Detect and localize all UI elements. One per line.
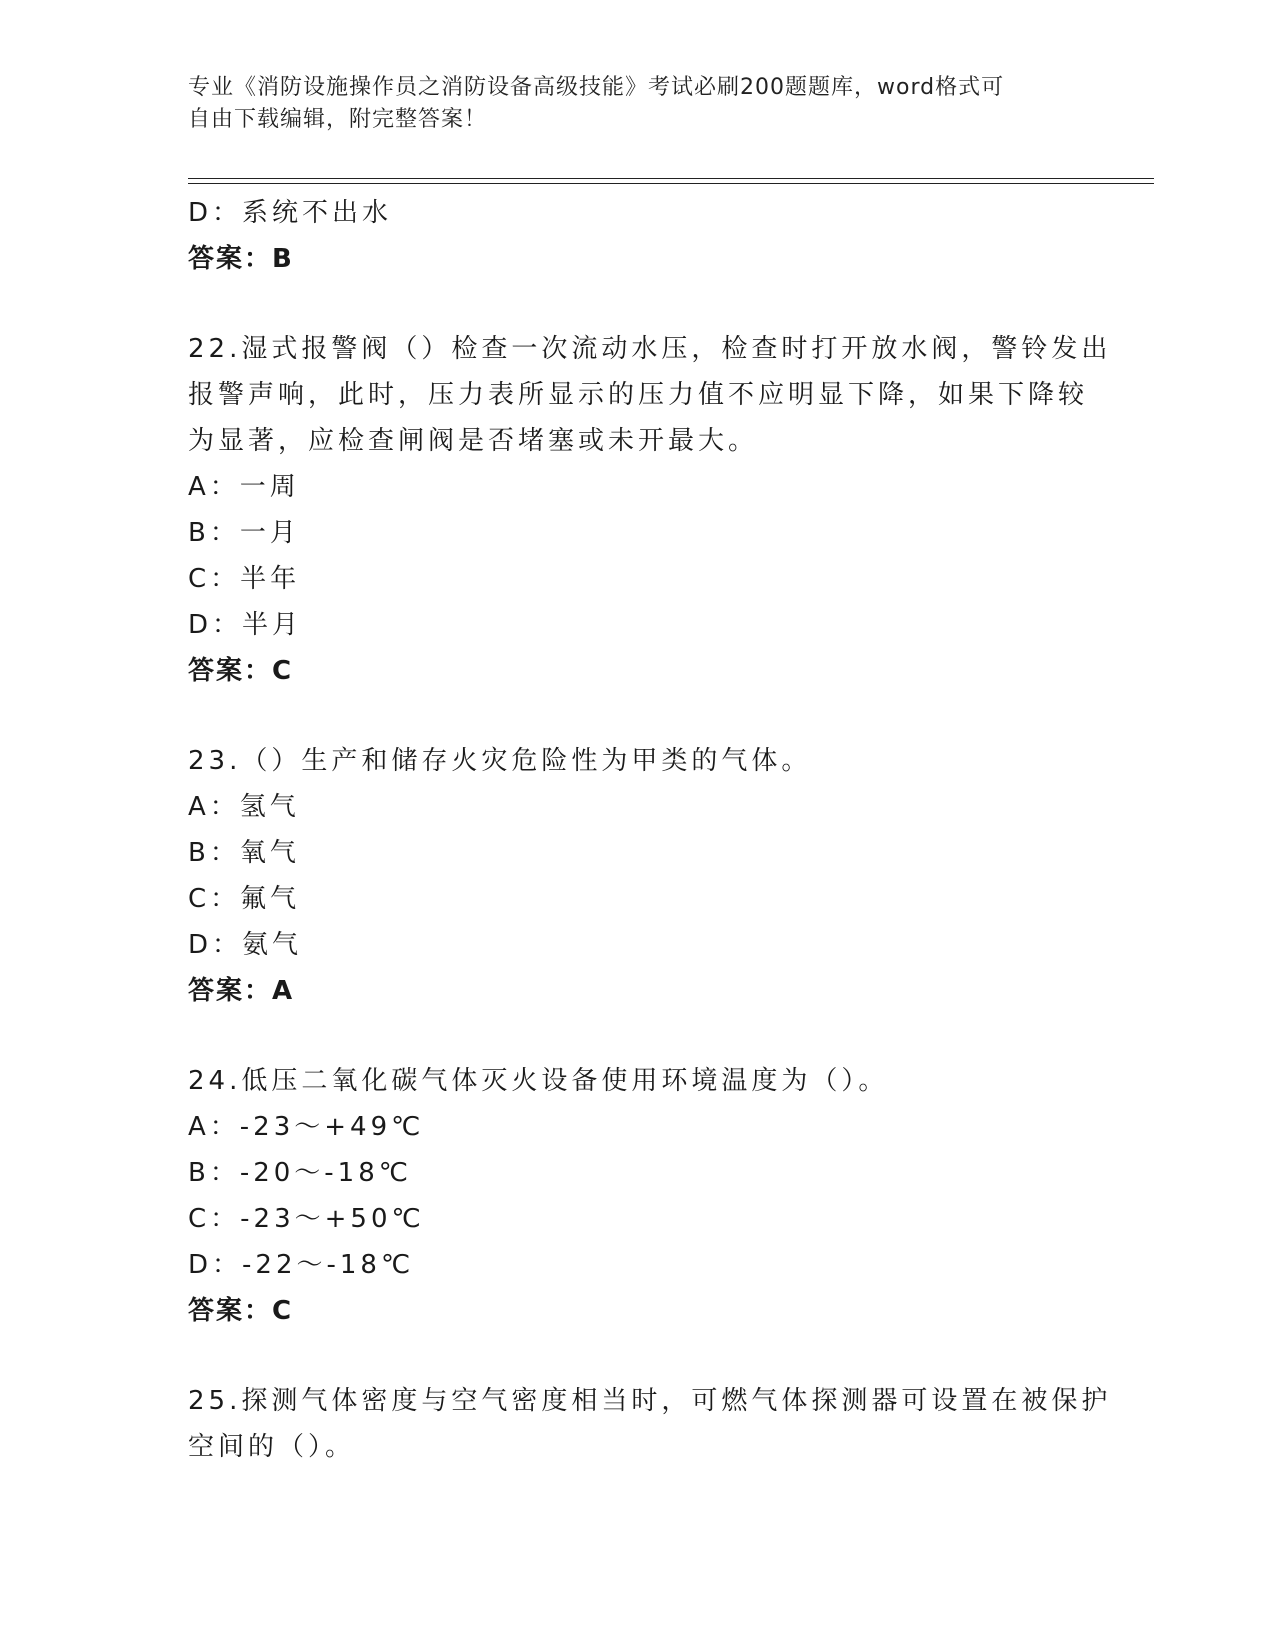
header-line-2: 自由下载编辑，附完整答案！ — [188, 107, 488, 132]
option-b: B：-20～-18℃ — [188, 1158, 412, 1188]
document-body — [188, 190, 1112, 1470]
question-23 — [188, 738, 1088, 1014]
question-22 — [188, 326, 1112, 694]
option-d: D：-22～-18℃ — [188, 1250, 415, 1280]
option-a: A：一周 — [188, 472, 300, 502]
question-24 — [188, 1058, 1088, 1334]
question-25 — [188, 1378, 1112, 1470]
answer: 答案：C — [188, 656, 294, 686]
option-c: C：-23～+50℃ — [188, 1204, 425, 1234]
prev-option-d: D：系统不出水 — [188, 198, 393, 228]
answer: 答案：A — [188, 976, 295, 1006]
option-b: B：一月 — [188, 518, 300, 548]
option-d: D：半月 — [188, 610, 303, 640]
question-text-line: 23.（）生产和储存火灾危险性为甲类的气体。 — [188, 746, 812, 776]
option-d: D：氨气 — [188, 930, 303, 960]
question-text-line: 为显著，应检查闸阀是否堵塞或未开最大。 — [188, 426, 759, 456]
question-text-line: 报警声响，此时，压力表所显示的压力值不应明显下降，如果下降较 — [188, 380, 1089, 410]
option-c: C：半年 — [188, 564, 301, 594]
option-c: C：氟气 — [188, 884, 301, 914]
option-a: A：-23～+49℃ — [188, 1112, 425, 1142]
document-header — [188, 72, 1088, 136]
header-divider-bottom — [188, 183, 1154, 184]
prev-answer: 答案：B — [188, 244, 294, 274]
question-text-line: 24.低压二氧化碳气体灭火设备使用环境温度为（）。 — [188, 1066, 889, 1096]
header-divider-top — [188, 178, 1154, 179]
question-text-line: 空间的（）。 — [188, 1432, 356, 1462]
answer: 答案：C — [188, 1296, 294, 1326]
option-b: B：氧气 — [188, 838, 300, 868]
header-line-1: 专业《消防设施操作员之消防设备高级技能》考试必刷200题题库，word格式可 — [188, 75, 1005, 100]
question-text-line: 25.探测气体密度与空气密度相当时，可燃气体探测器可设置在被保护 — [188, 1386, 1112, 1416]
question-text-line: 22.湿式报警阀（）检查一次流动水压，检查时打开放水阀，警铃发出 — [188, 334, 1112, 364]
option-a: A：氢气 — [188, 792, 300, 822]
